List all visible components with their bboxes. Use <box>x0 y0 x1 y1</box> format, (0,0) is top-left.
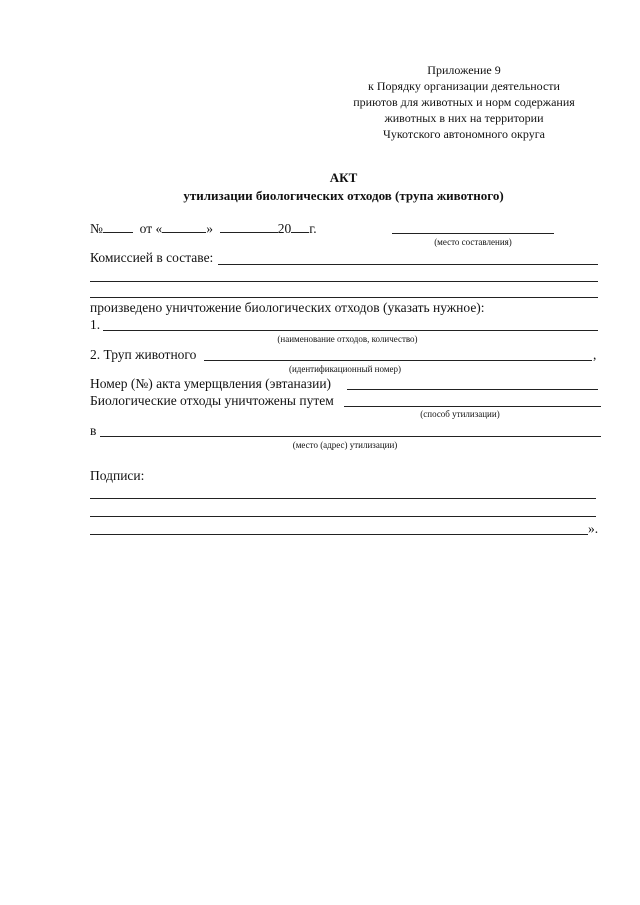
disposal-method-label: Биологические отходы уничтожены путем <box>90 393 334 408</box>
disposal-place-caption: (место (адрес) утилизации) <box>292 440 398 450</box>
number-sign: № <box>90 221 103 236</box>
disposal-place-prefix: в <box>90 423 97 438</box>
month-field[interactable] <box>220 220 278 233</box>
appendix-line: Чукотского автономного округа <box>383 127 545 141</box>
act-number-row <box>90 220 317 237</box>
disposal-method-field[interactable] <box>344 406 601 407</box>
signatures-label: Подписи: <box>90 468 145 483</box>
appendix-line: приютов для животных и норм содержания <box>353 95 575 109</box>
disposal-place-field[interactable] <box>100 436 601 437</box>
document-title: АКТ <box>329 170 358 185</box>
quote-close: » <box>206 221 213 236</box>
signature-line-2[interactable] <box>90 516 596 517</box>
euthanasia-act-field[interactable] <box>347 389 598 390</box>
day-field[interactable] <box>162 220 206 233</box>
year-field[interactable] <box>291 220 309 233</box>
item-2-comma: , <box>593 347 597 362</box>
disposal-method-caption: (способ утилизации) <box>420 409 500 419</box>
item-2-label: 2. Труп животного <box>90 347 197 362</box>
signature-line-3[interactable] <box>90 534 588 535</box>
year-suffix: г. <box>309 221 317 236</box>
item-1-field[interactable] <box>103 330 598 331</box>
act-number-field[interactable] <box>103 220 133 233</box>
from-label: от « <box>139 221 163 236</box>
destroyed-label: произведено уничтожение биологических отходов (указать нужное): <box>90 300 485 315</box>
place-of-drafting-caption: (место составления) <box>434 237 512 247</box>
commission-label: Комиссией в составе: <box>90 250 214 265</box>
animal-id-caption: (идентификационный номер) <box>288 364 402 374</box>
animal-id-field[interactable] <box>204 360 592 361</box>
closing-quote: ». <box>588 521 599 536</box>
document-subtitle: утилизации биологических отходов (трупа животного) <box>183 188 504 203</box>
commission-line-2[interactable] <box>90 281 598 282</box>
item-1-number: 1. <box>90 317 101 332</box>
appendix-block <box>330 62 598 142</box>
commission-line-3[interactable] <box>90 297 598 298</box>
item-1-caption: (наименование отходов, количество) <box>277 334 418 344</box>
appendix-line: животных в них на территории <box>384 111 544 125</box>
signature-line-1[interactable] <box>90 498 596 499</box>
appendix-line: к Порядку организации деятельности <box>368 79 560 93</box>
commission-line-1[interactable] <box>218 264 598 265</box>
euthanasia-act-label: Номер (№) акта умерщвления (эвтаназии) <box>90 376 332 391</box>
place-of-drafting-field[interactable] <box>392 233 554 234</box>
appendix-line: Приложение 9 <box>427 63 501 77</box>
year-prefix: 20 <box>277 221 292 236</box>
